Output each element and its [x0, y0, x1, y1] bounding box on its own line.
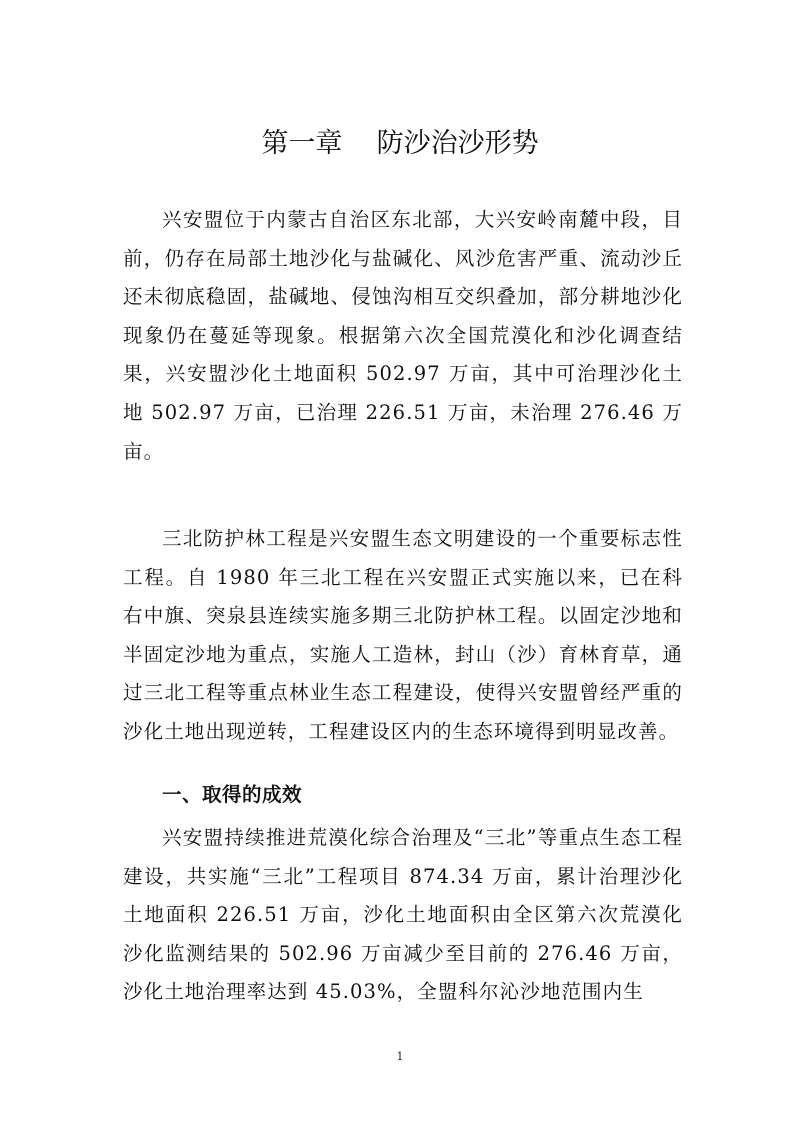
chapter-title: 第一章 防沙治沙形势 [261, 128, 539, 159]
paragraph-three-north-project: 三北防护林工程是兴安盟生态文明建设的一个重要标志性工程。自 1980 年三北工程在兴安盟正式实施以来，已在科右中旗、突泉县连续实施多期三北防护林工程。以固定沙地和半固定沙地为重点，实施人工造林，封山（沙）育林育草，通过三北工程等重点林业生态工程建设，使得兴安盟曾经严重的沙化土地出现逆转，工程建设区内的生态环境得到明显改善。 [123, 527, 683, 743]
paragraph-achievements: 兴安盟持续推进荒漠化综合治理及“三北”等重点生态工程建设，共实施“三北”工程项目 874.34 万亩，累计治理沙化土地面积 226.51 万亩，沙化土地面积由全区第六次荒漠化沙化监测结果的 502.96 万亩减少至目前的 276.46 万亩，沙化土地治理率达到 45.03%，全盟科尔沁沙地范围内生 [123, 826, 683, 1004]
page-number: 1 [396, 1050, 404, 1063]
paragraph-overview: 兴安盟位于内蒙古自治区东北部，大兴安岭南麓中段，目前，仍存在局部土地沙化与盐碱化、风沙危害严重、流动沙丘还未彻底稳固，盐碱地、侵蚀沟相互交织叠加，部分耕地沙化现象仍在蔓延等现象。根据第六次全国荒漠化和沙化调查结果，兴安盟沙化土地面积 502.97 万亩，其中可治理沙化土地 502.97 万亩，已治理 226.51 万亩，未治理 276.46 万亩。 [123, 208, 683, 463]
section-heading-achievements: 一、取得的成效 [162, 783, 303, 806]
